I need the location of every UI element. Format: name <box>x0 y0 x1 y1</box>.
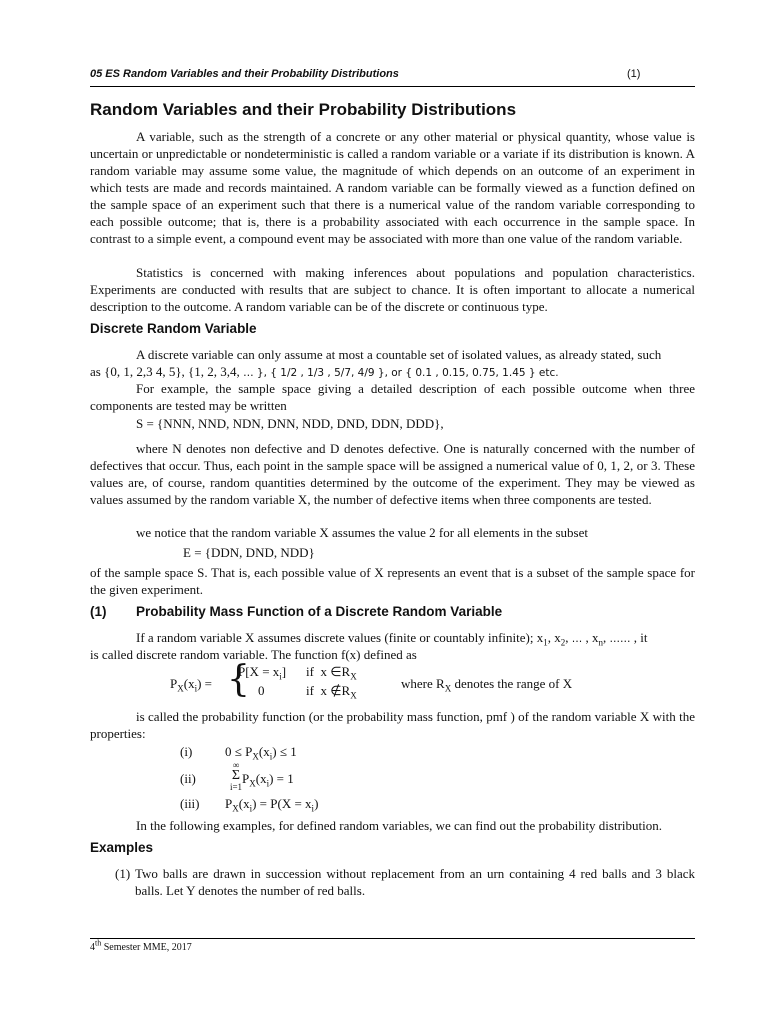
section-heading-pmf <box>90 604 503 619</box>
property-2-expression: $P_X(x_i) = 1$ <box>242 771 294 789</box>
intro-paragraph-1: A variable, such as the strength of a concrete or any other material or physical quantity, whose value is uncertain or unpredictable or nondeterministic is called a random variable or a variate if its distribution is known. A random variable may assume some value, the magnitude of which depends on an outcome of an experiment in which tests are made and records maintained. A random variable can be formally viewed as a function defined on the sample space of an experiment such that there is a numerical value of the random variable corresponding to each possible outcome; that is, there is a probability associated with each occurrence in the sample space. In contrast to a simple event, a compound event may be associated with more than one value of the random variable. <box>90 129 695 246</box>
section-heading-discrete: Discrete Random Variable <box>90 321 257 336</box>
property-label-3: (iii) <box>180 796 200 811</box>
property-label-2: (ii) <box>180 771 196 786</box>
formula-where-note: where $R_X$ denotes the range of X <box>401 676 573 694</box>
pmf-formula <box>170 659 600 702</box>
page-title: Random Variables and their Probability Distributions <box>90 100 517 119</box>
footer-rule <box>90 938 695 939</box>
subset-line: E = {DDN, DND, NDD} <box>183 545 315 560</box>
pmf-para-1-line-1: If a random variable X assumes discrete values (finite or countably infinite); $x_1$, $x_2$, … , $x_n$, …… , it <box>136 630 648 648</box>
formula-case-2: 0 <box>258 683 265 698</box>
formula-lhs: $P_X(x_i)$ = <box>170 676 213 694</box>
discrete-para-3: where N denotes non defective and D denotes defective. One is naturally concerned with the number of defectives that occur. Thus, each point in the sample space will be assigned a numerical value of 0, 1, 2, or 3. These values are, of course, random quantities determined by the outcome of the experiment. They may be viewed as values assumed by the random variable X, the number of defective items when three components are tested. <box>90 441 695 507</box>
section-heading-examples: Examples <box>90 840 154 855</box>
discrete-para-4: we notice that the random variable X assumes the value 2 for all elements in the subset <box>136 525 588 540</box>
sample-space-line: S = {NNN, NND, NDN, DNN, NDD, DND, DDN, DDD}, <box>136 416 444 431</box>
running-header <box>90 68 695 80</box>
page-footer: 4th Semester MME, 2017 <box>90 938 192 953</box>
pmf-para-2: is called the probability function (or the probability mass function, pmf ) of the random variable X with the properties: <box>90 709 695 741</box>
intro-paragraph-2: Statistics is concerned with making inferences about populations and population characteristics. Experiments are conducted with results that are subject to chance. It is often important to allocate a numerical description to the outcome. A random variable can be of the discrete or continuous type. <box>90 265 695 314</box>
running-title: 05 ES Random Variables and their Probability Distributions <box>90 68 399 80</box>
formula-condition-2: if x $\notin R_X$ <box>306 683 357 701</box>
page-number: (1) <box>627 68 641 80</box>
header-rule <box>90 86 695 87</box>
pmf-heading-number: (1) <box>90 604 107 619</box>
discrete-para-2: For example, the sample space giving a detailed description of each possible outcome when three components are tested may be written <box>90 381 695 413</box>
discrete-para-1-line-2: as {0, 1, 2,3 4, 5}, {1, 2, 3,4, … }, { 1/2 , 1/3 , 5/7, 4/9 }, or { 0.1 , 0.15, 0.75, 1.45 } etc. <box>90 364 559 379</box>
pmf-para-3: In the following examples, for defined random variables, we can find out the probability distribution. <box>136 818 663 833</box>
summation-symbol: ∞ Σ i=1 <box>229 760 243 792</box>
formula-case-1: $P[X = x_i]$ <box>238 664 287 682</box>
example-item-1 <box>115 865 695 899</box>
example-text: Two balls are drawn in succession without replacement from an urn containing 4 red balls and 3 black balls. Let Y denotes the number of red balls. <box>135 866 695 898</box>
pmf-para-1-line-2: is called discrete random variable. The function f(x) defined as <box>90 647 417 662</box>
pmf-heading-text: Probability Mass Function of a Discrete Random Variable <box>136 604 503 619</box>
formula-condition-1: if x $\in R_X$ <box>306 664 357 682</box>
property-3-expression: $P_X(x_i) = P(X = x_i)$ <box>225 796 319 814</box>
property-label-1: (i) <box>180 744 193 759</box>
discrete-para-5: of the sample space S. That is, each possible value of X represents an event that is a subset of the sample space for the given experiment. <box>90 565 695 597</box>
example-number: (1) <box>115 866 131 881</box>
discrete-para-1-line-1: A discrete variable can only assume at most a countable set of isolated values, as already stated, such <box>136 347 662 362</box>
left-brace: { <box>227 659 250 700</box>
property-1-expression: $0 \le P_X(x_i) \le 1$ <box>225 744 297 762</box>
